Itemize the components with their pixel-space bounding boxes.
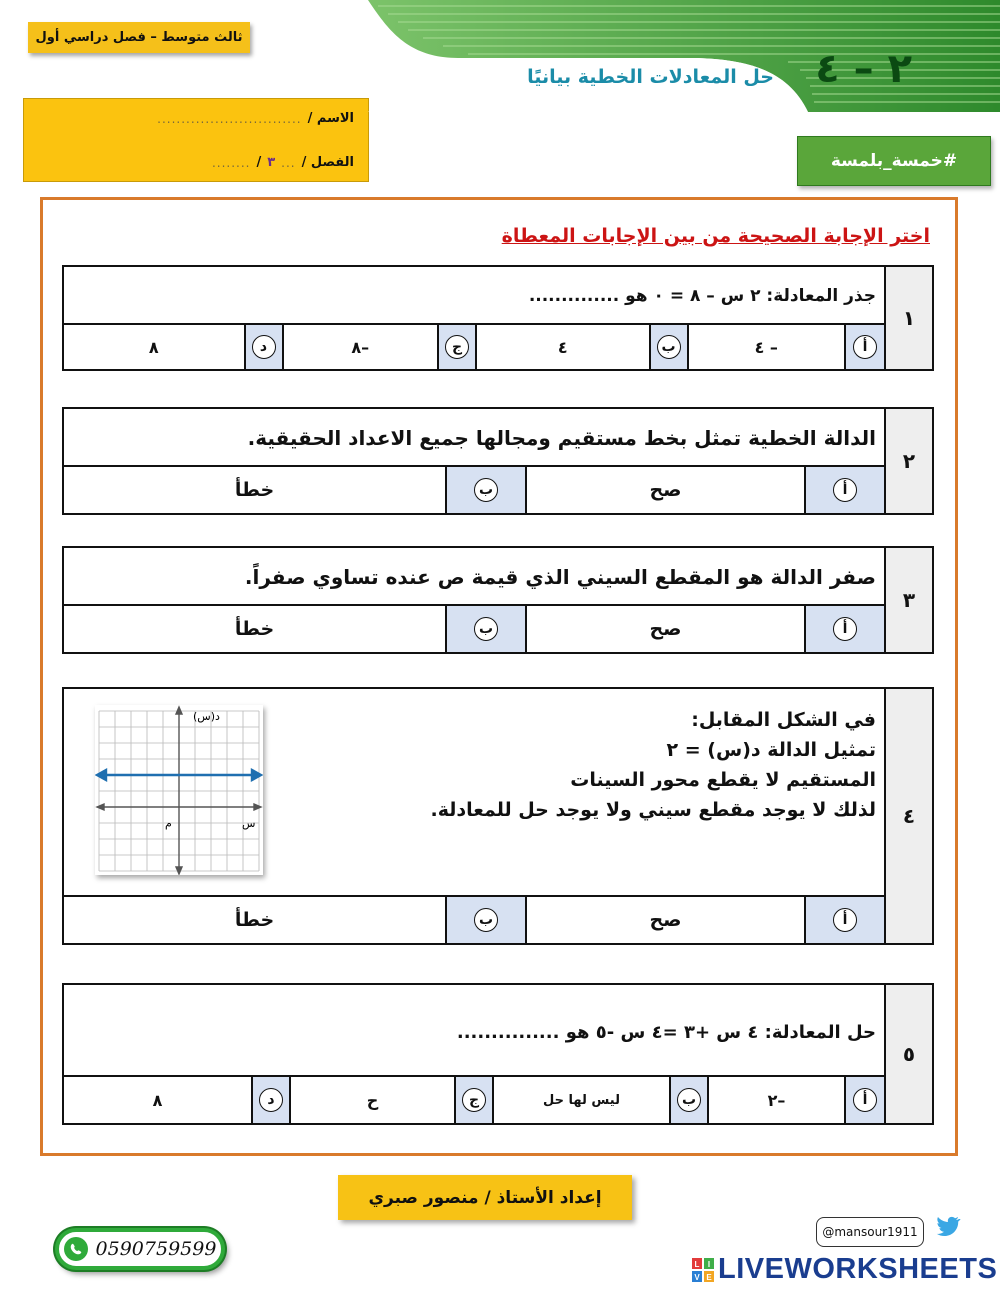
author-text: إعداد الأستاذ / منصور صبري: [368, 1187, 602, 1208]
question-text: جذر المعادلة: ٢ س – ٨ = ٠ هو ..............: [528, 286, 876, 306]
option-d-text[interactable]: ٨: [148, 337, 159, 357]
option-a-text[interactable]: صح: [649, 618, 682, 640]
logo-letter: L: [694, 1259, 700, 1269]
option-a-letter[interactable]: [844, 325, 884, 369]
option-a-letter[interactable]: [804, 606, 884, 652]
liveworksheets-mark-icon: [692, 1258, 714, 1282]
options-row: [64, 323, 884, 369]
origin-label: م: [165, 817, 172, 830]
y-axis-label: د(س): [193, 710, 220, 723]
class-dots-before: ...: [281, 155, 296, 170]
name-label: الاسم /: [307, 111, 354, 126]
question-text: الدالة الخطية تمثل بخط مستقيم ومجالها جميع الاعداد الحقيقية.: [247, 426, 876, 450]
function-arrow-right: [252, 770, 261, 780]
option-letter-circle: ب: [474, 908, 498, 932]
whatsapp-icon: [64, 1237, 88, 1261]
question-1: [62, 265, 934, 371]
name-field[interactable]: ..............................: [157, 111, 302, 126]
x-axis-label: س: [242, 817, 256, 830]
option-letter-circle: أ: [853, 335, 877, 359]
option-b-text[interactable]: خطأ: [234, 909, 275, 931]
class-separator: /: [256, 155, 262, 170]
option-d-letter[interactable]: [244, 325, 284, 369]
phone-number: 0590759599: [95, 1238, 217, 1260]
y-axis-arrow-up: [176, 707, 182, 714]
class-dots-after: ........: [211, 155, 251, 170]
option-letter-circle: أ: [853, 1088, 877, 1112]
option-b-text[interactable]: خطأ: [234, 618, 275, 640]
option-c-letter[interactable]: [454, 1077, 494, 1123]
twitter-handle[interactable]: [816, 1217, 924, 1247]
options-row: [64, 895, 884, 943]
option-letter-circle: ج: [445, 335, 469, 359]
lesson-number: ٢ – ٤: [815, 46, 912, 92]
option-d-text[interactable]: ٨: [152, 1090, 163, 1110]
twitter-handle-text: @mansour1911: [822, 1225, 918, 1239]
option-b-letter[interactable]: [669, 1077, 709, 1123]
option-letter-circle: ب: [657, 335, 681, 359]
option-a-text[interactable]: – ٤: [754, 337, 778, 357]
option-letter-circle: أ: [833, 478, 857, 502]
question-number: ١: [884, 267, 932, 369]
option-c-text[interactable]: –٨: [351, 337, 370, 357]
liveworksheets-wordmark: LIVEWORKSHEETS: [718, 1253, 998, 1285]
option-letter-circle: د: [252, 335, 276, 359]
option-letter-circle: د: [259, 1088, 283, 1112]
whatsapp-badge[interactable]: [55, 1228, 225, 1270]
question-line: لذلك لا يوجد مقطع سيني ولا يوجد حل للمعادلة.: [430, 799, 876, 821]
instruction-heading: اختر الإجابة الصحيحة من بين الإجابات المعطاة: [501, 225, 930, 247]
class-value: ٣: [267, 155, 276, 170]
option-a-letter[interactable]: [804, 467, 884, 513]
question-line: تمثيل الدالة د(س) = ٢: [666, 739, 876, 761]
question-number: ٤: [884, 689, 932, 943]
option-a-letter[interactable]: [844, 1077, 884, 1123]
grade-label: ثالث متوسط – فصل دراسي أول: [35, 30, 243, 45]
twitter-bird-icon: [932, 1213, 962, 1247]
question-number: ٢: [884, 409, 932, 513]
liveworksheets-logo: [692, 1253, 997, 1286]
option-b-letter[interactable]: [445, 467, 527, 513]
function-graph: [95, 705, 263, 875]
function-arrow-left: [97, 770, 106, 780]
option-a-text[interactable]: صح: [649, 479, 682, 501]
options-row: [64, 604, 884, 652]
option-a-text[interactable]: –٢: [767, 1090, 786, 1110]
option-b-letter[interactable]: [445, 897, 527, 943]
class-row: [212, 155, 354, 170]
option-letter-circle: ج: [462, 1088, 486, 1112]
logo-letter: E: [706, 1272, 712, 1282]
option-b-text[interactable]: ليس لها حل: [543, 1092, 620, 1108]
question-5: [62, 983, 934, 1125]
student-info-box: [23, 98, 369, 182]
question-3: [62, 546, 934, 654]
lesson-title: حل المعادلات الخطية بيانيًا: [527, 66, 774, 88]
graph-svg: [95, 705, 263, 875]
option-b-letter[interactable]: [649, 325, 689, 369]
option-a-letter[interactable]: [804, 897, 884, 943]
options-row: [64, 465, 884, 513]
y-axis-arrow-down: [176, 867, 182, 874]
option-b-text[interactable]: خطأ: [234, 479, 275, 501]
logo-letter: I: [707, 1259, 711, 1269]
option-letter-circle: أ: [833, 617, 857, 641]
question-number: ٥: [884, 985, 932, 1123]
grade-semester-tag: [28, 22, 250, 53]
x-axis-arrow-right: [254, 804, 261, 810]
hashtag-text: #خمسة_بلمسة: [830, 151, 958, 171]
option-c-letter[interactable]: [437, 325, 477, 369]
lesson-banner: [368, 0, 1000, 112]
question-line: المستقيم لا يقطع محور السينات: [570, 769, 876, 791]
question-text: صفر الدالة هو المقطع السيني الذي قيمة ص عنده تساوي صفراً.: [244, 565, 876, 589]
hashtag-badge: [797, 136, 991, 186]
question-2: [62, 407, 934, 515]
question-text: حل المعادلة: ٤ س +٣ =٤ س -٥ هو ...............: [456, 1021, 876, 1043]
author-credit: [338, 1175, 632, 1220]
option-letter-circle: أ: [833, 908, 857, 932]
option-letter-circle: ب: [474, 617, 498, 641]
question-line: في الشكل المقابل:: [691, 709, 876, 731]
option-d-letter[interactable]: [251, 1077, 291, 1123]
option-a-text[interactable]: صح: [649, 909, 682, 931]
class-label: الفصل /: [301, 155, 354, 170]
name-row: [157, 111, 354, 126]
option-b-text[interactable]: ٤: [557, 337, 568, 357]
question-number: ٣: [884, 548, 932, 652]
x-axis-arrow-left: [97, 804, 104, 810]
option-c-text[interactable]: ح: [366, 1090, 379, 1110]
option-b-letter[interactable]: [445, 606, 527, 652]
option-letter-circle: ب: [677, 1088, 701, 1112]
option-letter-circle: ب: [474, 478, 498, 502]
options-row: [64, 1075, 884, 1123]
logo-letter: V: [694, 1272, 700, 1282]
